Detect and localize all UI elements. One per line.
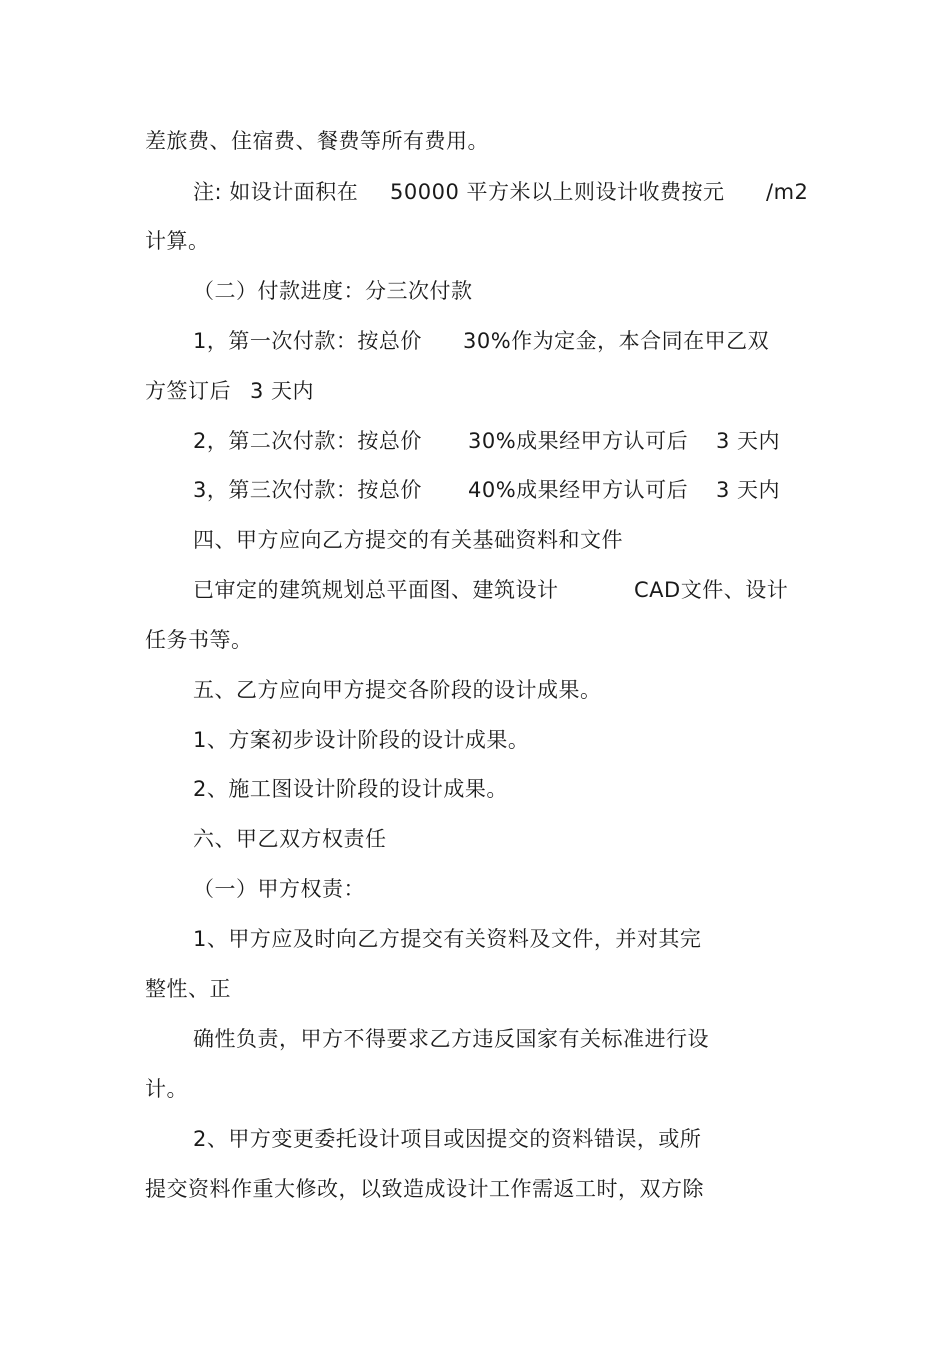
text-line: 整性、正 bbox=[145, 977, 231, 1001]
text-line: 方签订后 bbox=[145, 379, 231, 403]
text-line: /m2 bbox=[766, 180, 809, 204]
section-heading: 六、甲乙双方权责任 bbox=[193, 827, 387, 851]
text-line: 已审定的建筑规划总平面图、建筑设计 bbox=[193, 578, 559, 602]
text-line: CAD文件、设计 bbox=[634, 578, 789, 602]
text-line: 3 天内 bbox=[250, 379, 315, 403]
text-line: 注: 如设计面积在 bbox=[193, 180, 359, 204]
text-line: 任务书等。 bbox=[145, 628, 253, 652]
section-heading: （二）付款进度：分三次付款 bbox=[193, 279, 473, 303]
text-line: 计算。 bbox=[145, 229, 210, 253]
text-line: 30%作为定金，本合同在甲乙双 bbox=[463, 329, 770, 353]
text-line: 计。 bbox=[145, 1077, 188, 1101]
text-line: 3，第三次付款：按总价 bbox=[193, 478, 422, 502]
text-line: 3 天内 bbox=[716, 429, 781, 453]
section-heading: 四、甲方应向乙方提交的有关基础资料和文件 bbox=[193, 528, 623, 552]
text-line: 差旅费、住宿费、餐费等所有费用。 bbox=[145, 129, 489, 153]
text-line: 1、甲方应及时向乙方提交有关资料及文件，并对其完 bbox=[193, 927, 702, 951]
text-line: 2、施工图设计阶段的设计成果。 bbox=[193, 777, 508, 801]
section-heading: （一）甲方权责： bbox=[193, 877, 365, 901]
text-line: 提交资料作重大修改，以致造成设计工作需返工时，双方除 bbox=[145, 1177, 704, 1201]
section-heading: 五、乙方应向甲方提交各阶段的设计成果。 bbox=[193, 678, 602, 702]
text-line: 2，第二次付款：按总价 bbox=[193, 429, 422, 453]
text-line: 50000 平方米以上则设计收费按元 bbox=[390, 180, 725, 204]
text-line: 1，第一次付款：按总价 bbox=[193, 329, 422, 353]
text-line: 1、方案初步设计阶段的设计成果。 bbox=[193, 728, 530, 752]
text-line: 3 天内 bbox=[716, 478, 781, 502]
text-line: 确性负责，甲方不得要求乙方违反国家有关标准进行设 bbox=[193, 1027, 709, 1051]
text-line: 2、甲方变更委托设计项目或因提交的资料错误，或所 bbox=[193, 1127, 702, 1151]
text-line: 30%成果经甲方认可后 bbox=[468, 429, 689, 453]
text-line: 40%成果经甲方认可后 bbox=[468, 478, 689, 502]
